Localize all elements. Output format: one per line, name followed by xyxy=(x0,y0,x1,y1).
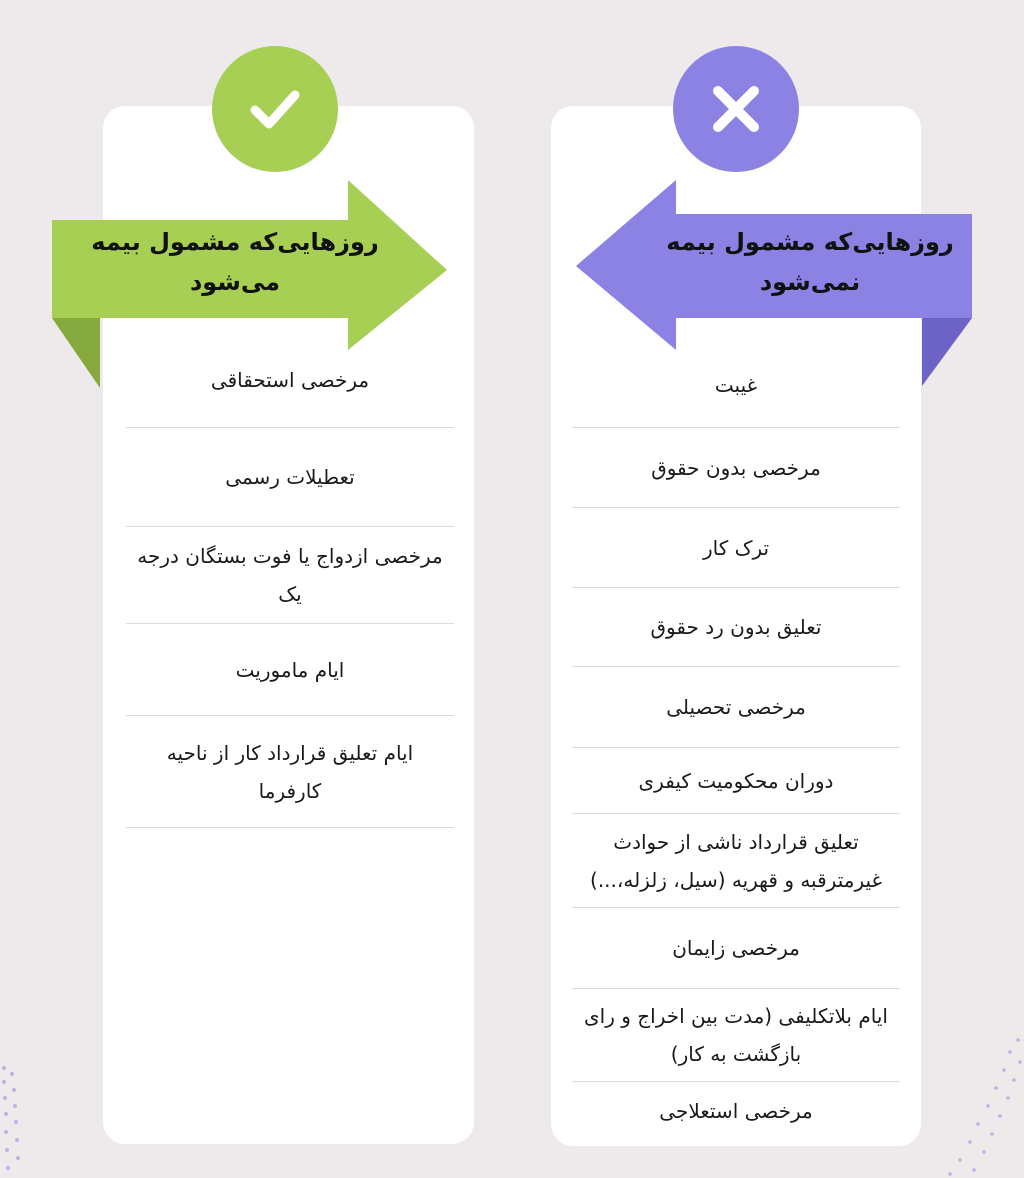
list-item xyxy=(572,428,900,508)
list-item-text: مرخصی استحقاقی xyxy=(210,367,370,392)
list-item xyxy=(572,814,900,908)
list-item xyxy=(572,667,900,748)
list-item xyxy=(572,748,900,814)
list-item-text: تعطیلات رسمی xyxy=(225,465,355,489)
list-item-text: تعلیق قرارداد ناشی از حوادث غیرمترقبه و قهریه (سیل، زلزله،...) xyxy=(590,829,882,892)
decorative-dots-right xyxy=(930,1030,1024,1178)
list-item-text: مرخصی تحصیلی xyxy=(666,695,806,719)
close-icon xyxy=(706,79,766,139)
list-item-text: مرخصی استعلاجی xyxy=(659,1099,813,1123)
list-item-text: ترک کار xyxy=(702,535,770,560)
list-item xyxy=(126,716,454,828)
uninsured-status-circle xyxy=(673,46,799,172)
list-item-text: ایام بلاتکلیفی (مدت بین اخراج و رای بازگشت به کار) xyxy=(584,1004,888,1066)
list-item xyxy=(126,624,454,716)
insured-days-title: روزهایی‌که مشمول بیمه می‌شود xyxy=(91,228,379,296)
list-item xyxy=(126,428,454,527)
check-icon xyxy=(245,79,305,139)
insured-days-list xyxy=(126,332,454,828)
list-item xyxy=(572,989,900,1082)
list-item xyxy=(572,588,900,667)
list-item xyxy=(572,1082,900,1140)
insured-status-circle xyxy=(212,46,338,172)
list-item-text: ایام ماموریت xyxy=(235,657,345,682)
list-item-text: مرخصی ازدواج یا فوت بستگان درجه یک xyxy=(137,544,443,606)
list-item xyxy=(126,332,454,428)
list-item xyxy=(572,508,900,588)
decorative-dots-left xyxy=(0,1060,30,1178)
list-item-text: غیبت xyxy=(714,372,758,397)
list-item-text: ایام تعلیق قرارداد کار از ناحیه کارفرما xyxy=(166,740,414,803)
list-item xyxy=(572,342,900,428)
list-item-text: تعلیق بدون رد حقوق xyxy=(650,615,822,639)
list-item-text: دوران محکومیت کیفری xyxy=(638,768,834,793)
list-item-text: مرخصی زایمان xyxy=(672,936,800,960)
list-item-text: مرخصی بدون حقوق xyxy=(651,455,821,480)
uninsured-days-list xyxy=(572,342,900,1140)
uninsured-days-title: روزهایی‌که مشمول بیمه نمی‌شود xyxy=(666,228,954,296)
list-item xyxy=(572,908,900,989)
list-item xyxy=(126,527,454,624)
